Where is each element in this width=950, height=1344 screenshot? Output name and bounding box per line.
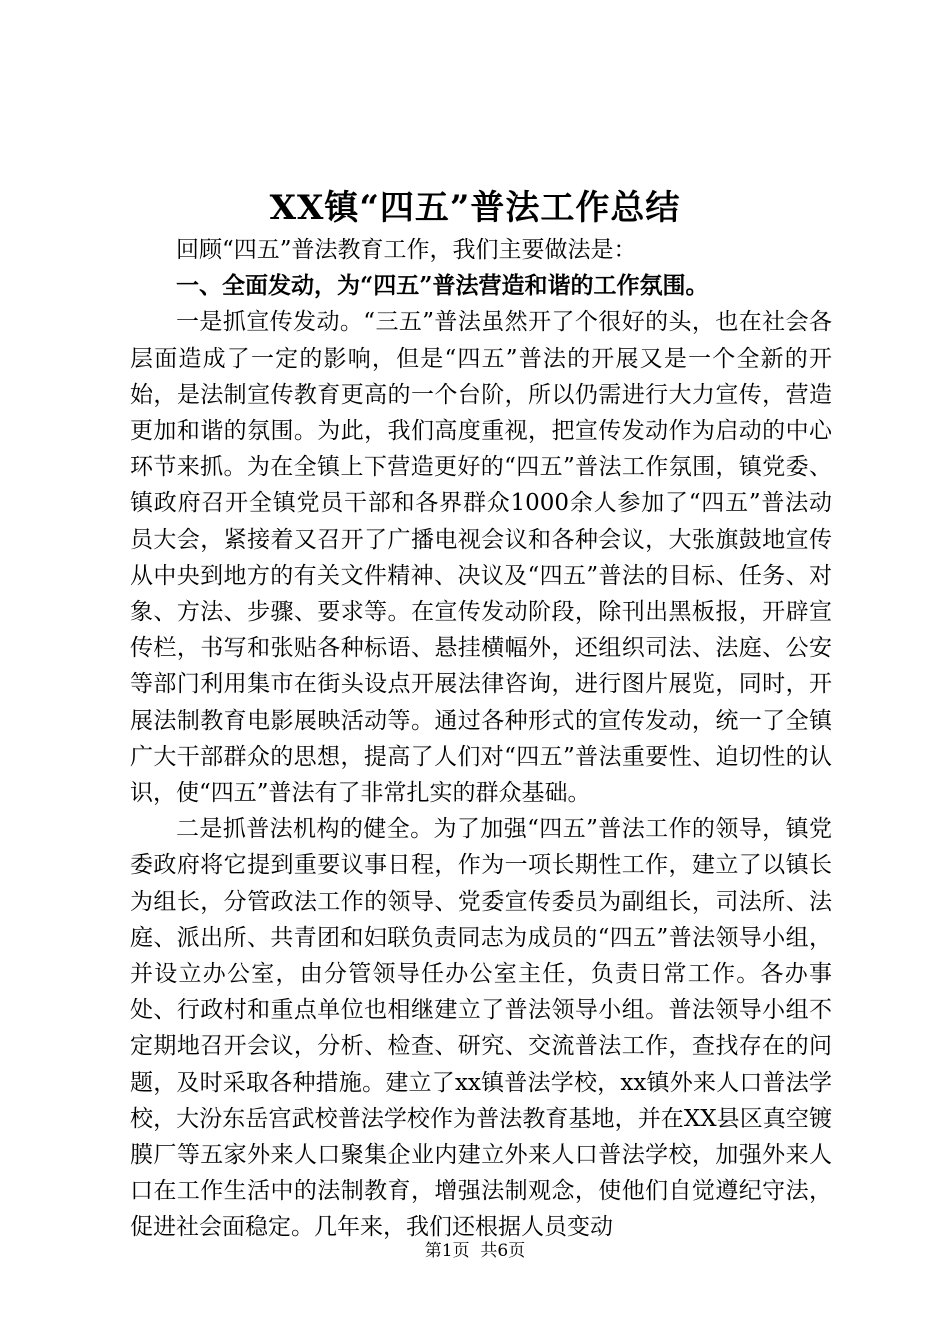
section-heading: 一、全面发动，为“四五”普法营造和谐的工作氛围。: [176, 272, 709, 300]
page-number: 第1页: [424, 1241, 470, 1261]
document-body: [130, 232, 832, 1246]
document-title: XX镇“四五”普法工作总结: [269, 188, 681, 228]
intro-paragraph: 回顾“四五”普法教育工作，我们主要做法是：: [176, 237, 637, 263]
page-footer: [0, 1238, 950, 1264]
page-total: 共6页: [480, 1241, 526, 1261]
body-paragraph: 二是抓普法机构的健全。为了加强“四五”普法工作的领导，镇党委政府将它提到重要议事日程，作为一项长期性工作，建立了以镇长为组长，分管政法工作的领导、党委宣传委员为副组长，司法所、法庭、派出所、共青团和妇联负责同志为成员的“四五”普法领导小组，并设立办公室，由分管领导任办公室主任，负责日常工作。各办事处、行政村和重点单位也相继建立了普法领导小组。普法领导小组不定期地召开会议，分析、检查、研究、交流普法工作，查找存在的问题，及时采取各种措施。建立了xx镇普法学校，xx镇外来人口普法学校，大汾东岳宫武校普法学校作为普法教育基地，并在XX县区真空镀膜厂等五家外来人口聚集企业内建立外来人口普法学校，加强外来人口在工作生活中的法制教育，增强法制观念，使他们自觉遵纪守法，促进社会面稳定。几年来，我们还根据人员变动: [130, 816, 832, 1241]
body-paragraph: 一是抓宣传发动。“三五”普法虽然开了个很好的头，也在社会各层面造成了一定的影响，但是“四五”普法的开展又是一个全新的开始，是法制宣传教育更高的一个台阶，所以仍需进行大力宣传，营造更加和谐的氛围。为此，我们高度重视，把宣传发动作为启动的中心环节来抓。为在全镇上下营造更好的“四五”普法工作氛围，镇党委、镇政府召开全镇党员干部和各界群众1000余人参加了“四五”普法动员大会，紧接着又召开了广播电视会议和各种会议，大张旗鼓地宣传从中央到地方的有关文件精神、决议及“四五”普法的目标、任务、对象、方法、步骤、要求等。在宣传发动阶段，除刊出黑板报，开辟宣传栏，书写和张贴各种标语、悬挂横幅外，还组织司法、法庭、公安等部门利用集市在街头设点开展法律咨询，进行图片展览，同时，开展法制教育电影展映活动等。通过各种形式的宣传发动，统一了全镇广大干部群众的思想，提高了人们对“四五”普法重要性、迫切性的认识，使“四五”普法有了非常扎实的群众基础。: [130, 309, 832, 807]
